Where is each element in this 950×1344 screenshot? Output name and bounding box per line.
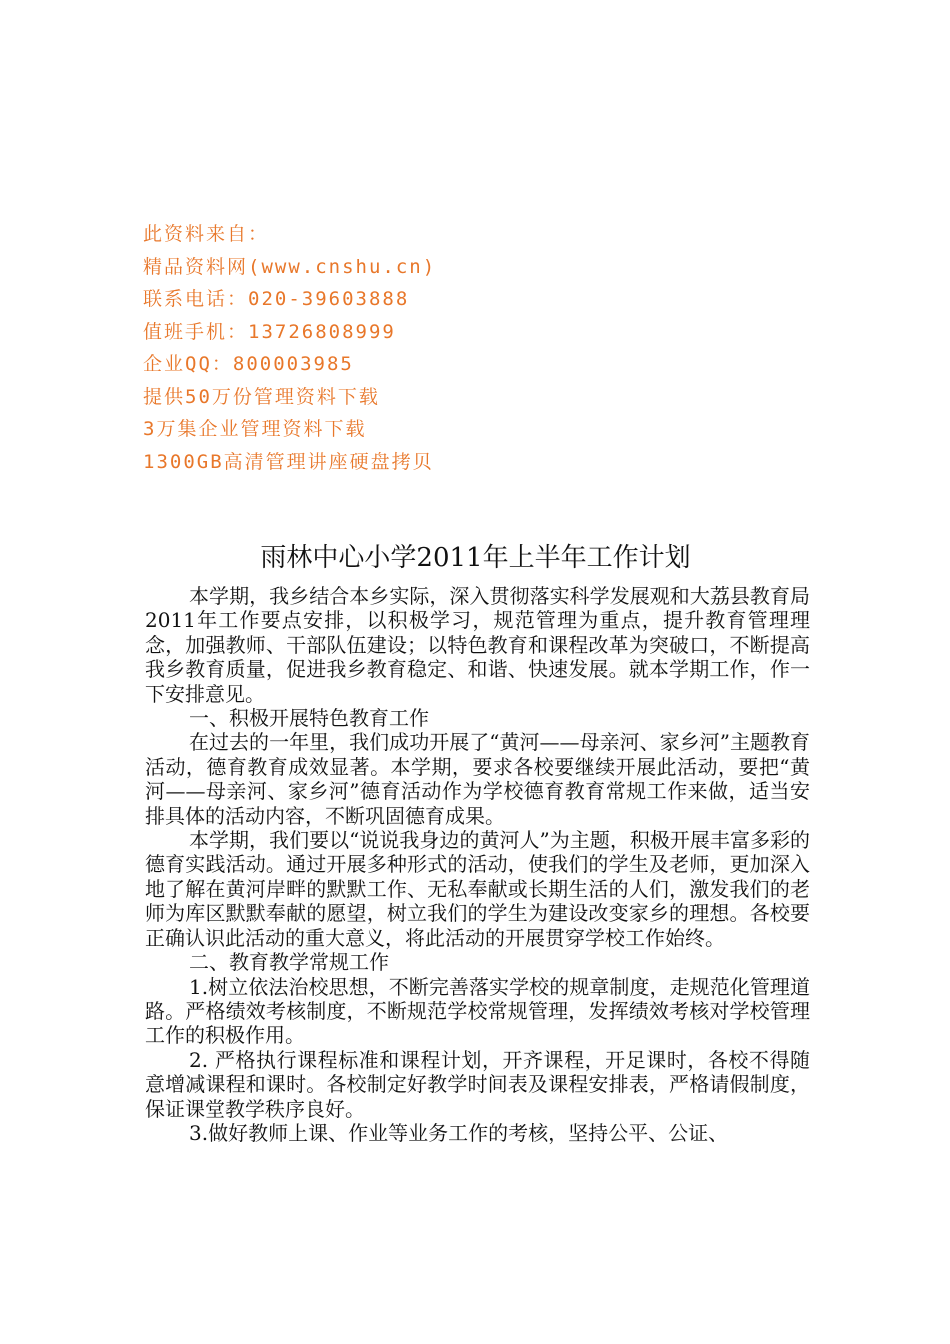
paragraph: 2. 严格执行课程标准和课程计划，开齐课程，开足课时，各校不得随意增减课程和课时。各校制定好教学时间表及课程安排表，严格请假制度，保证课堂教学秩序良好。 bbox=[145, 1047, 810, 1121]
source-line-offer-1: 提供50万份管理资料下载 bbox=[143, 385, 380, 408]
paragraph-intro: 本学期，我乡结合本乡实际，深入贯彻落实科学发展观和大荔县教育局2011年工作要点安排，以积极学习，规范管理为重点，提升教育管理理念，加强教师、干部队伍建设；以特色教育和课程改革为突破口，不断提高我乡教育质量，促进我乡教育稳定、和谐、快速发展。就本学期工作，作一下安排意见。 bbox=[145, 584, 810, 706]
document-title: 雨林中心小学2011年上半年工作计划 bbox=[260, 543, 691, 573]
paragraph: 在过去的一年里，我们成功开展了“黄河——母亲河、家乡河”主题教育活动，德育教育成效显著。本学期，要求各校要继续开展此活动，要把“黄河——母亲河、家乡河”德育活动作为学校德育教育常规工作来做，适当安排具体的活动内容，不断巩固德育成果。 bbox=[145, 730, 810, 828]
source-line-intro: 此资料来自： bbox=[143, 223, 270, 245]
section-heading-2: 二、教育教学常规工作 bbox=[189, 950, 389, 975]
paragraph: 本学期，我们要以“说说我身边的黄河人”为主题，积极开展丰富多彩的德育实践活动。通过开展多种形式的活动，使我们的学生及老师，更加深入地了解在黄河岸畔的默默工作、无私奉献或长期生活的人们，激发我们的老师为库区默默奉献的愿望，树立我们的学生为建设改变家乡的理想。各校要正确认识此活动的重大意义，将此活动的开展贯穿学校工作始终。 bbox=[145, 828, 810, 950]
source-line-offer-3: 1300GB高清管理讲座硬盘拷贝 bbox=[143, 450, 434, 473]
source-line-qq: 企业QQ：800003985 bbox=[143, 353, 354, 375]
source-line-offer-2: 3万集企业管理资料下载 bbox=[143, 418, 367, 440]
section-heading-1: 一、积极开展特色教育工作 bbox=[189, 706, 429, 731]
source-line-phone: 联系电话：020-39603888 bbox=[143, 288, 410, 310]
document-body bbox=[145, 584, 810, 1145]
source-line-mobile: 值班手机：13726808999 bbox=[143, 320, 396, 343]
source-info-block bbox=[143, 218, 783, 478]
paragraph: 1.树立依法治校思想，不断完善落实学校的规章制度，走规范化管理道路。严格绩效考核制度，不断规范学校常规管理，发挥绩效考核对学校管理工作的积极作用。 bbox=[145, 974, 810, 1048]
source-line-website: 精品资料网(www.cnshu.cn) bbox=[143, 255, 437, 278]
paragraph: 3.做好教师上课、作业等业务工作的考核，坚持公平、公证、 bbox=[189, 1120, 729, 1145]
